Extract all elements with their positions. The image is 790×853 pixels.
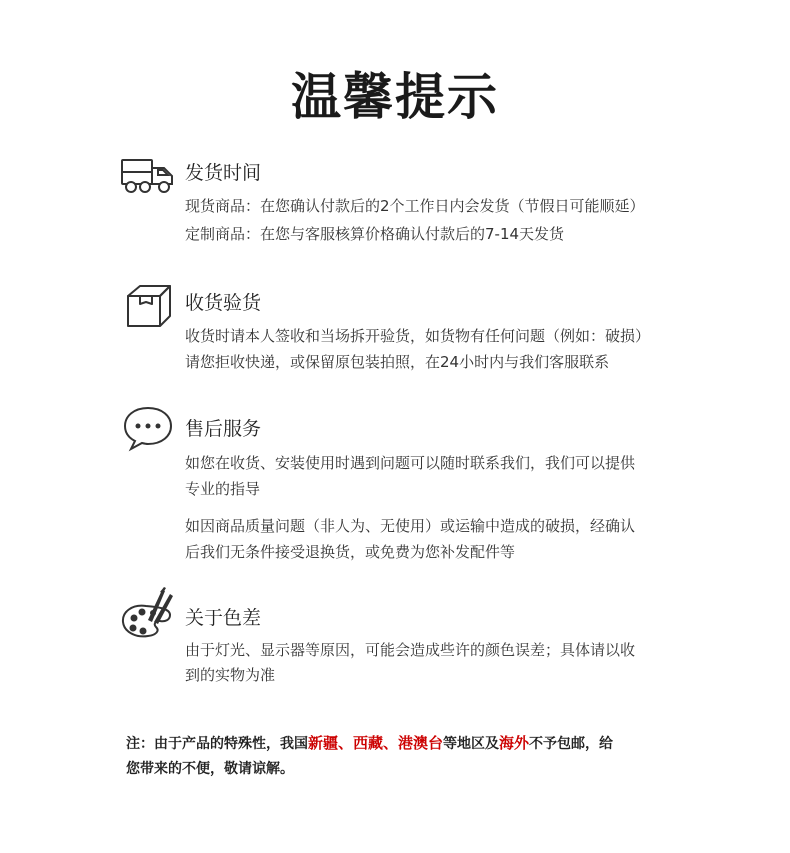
section-heading-inspection: 收货验货 xyxy=(185,292,262,314)
section-heading-aftersales: 售后服务 xyxy=(185,418,262,440)
shipping-line-1: 现货商品：在您确认付款后的2个工作日内会发货（节假日可能顺延） xyxy=(185,197,645,215)
note-text-2: 等地区及 xyxy=(443,736,500,752)
note-highlight-regions: 新疆、西藏、港澳台 xyxy=(308,734,444,752)
aftersales-line-1: 如您在收货、安装使用时遇到问题可以随时联系我们，我们可以提供 xyxy=(185,454,636,472)
section-heading-shipping: 发货时间 xyxy=(185,162,262,184)
aftersales-line-4: 后我们无条件接受退换货，或免费为您补发配件等 xyxy=(185,543,516,561)
aftersales-line-2: 专业的指导 xyxy=(185,480,261,498)
page-title: 温馨提示 xyxy=(291,68,499,126)
box-icon xyxy=(118,282,178,330)
note-text-3: 不予包邮，给 xyxy=(529,736,614,752)
section-heading-color: 关于色差 xyxy=(185,607,262,629)
truck-icon xyxy=(118,152,178,200)
inspection-line-2: 请您拒收快递，或保留原包装拍照，在24小时内与我们客服联系 xyxy=(185,353,610,371)
inspection-line-1: 收货时请本人签收和当场拆开验货，如货物有任何问题（例如：破损） xyxy=(185,327,651,345)
palette-icon xyxy=(118,586,178,640)
shipping-note-line-2: 您带来的不便，敬请谅解。 xyxy=(126,761,294,777)
color-line-2: 到的实物为准 xyxy=(185,666,276,684)
note-text-1: 注：由于产品的特殊性，我国 xyxy=(126,736,308,752)
shipping-note xyxy=(126,730,613,757)
note-highlight-overseas: 海外 xyxy=(499,734,530,752)
chat-bubble-icon xyxy=(118,404,178,452)
aftersales-line-3: 如因商品质量问题（非人为、无使用）或运输中造成的破损，经确认 xyxy=(185,517,636,535)
color-line-1: 由于灯光、显示器等原因，可能会造成些许的颜色误差；具体请以收 xyxy=(185,641,636,659)
shipping-line-2: 定制商品：在您与客服核算价格确认付款后的7-14天发货 xyxy=(185,225,565,243)
